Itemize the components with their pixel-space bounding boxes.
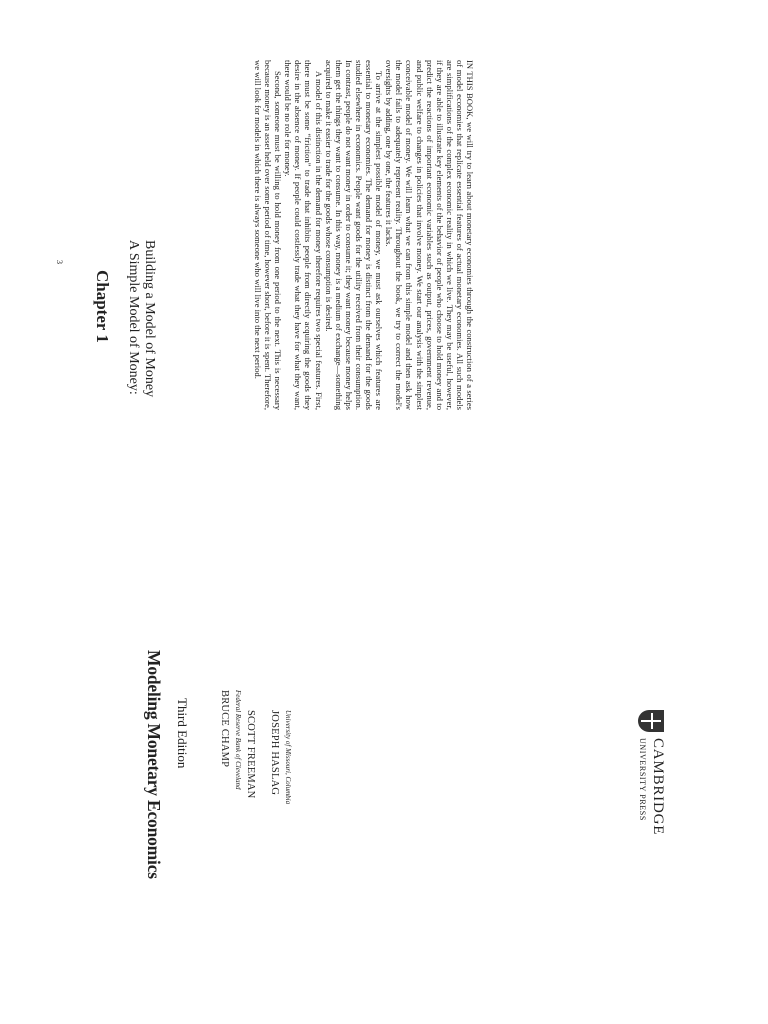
chapter-page bbox=[0, 60, 768, 490]
author-name: SCOTT FREEMAN bbox=[245, 710, 256, 799]
paragraph: A model of this distinction in the demand for money therefore requires two special features. First, there must be some “friction” to trade that inhibits people from directly acquiring the goods they desire in the absence of money. If people could costlessly trade what they have for what they want, there would be no role for money. bbox=[283, 60, 324, 410]
paragraph: Second, someone must be willing to hold money from one period to the next. This is necessary because money is an asset held over some period of time, however short, before it is spent. Therefore, we will look for models in which there is always someone who will live into the next period. bbox=[253, 60, 284, 410]
chapter-subtitle: A Simple Model of Money: bbox=[126, 240, 141, 395]
book-title: Modeling Monetary Economics bbox=[144, 650, 164, 879]
paragraph: IN THIS BOOK, we will try to learn about monetary economies through the construction of a series of model economies that replicate essential features of actual monetary economies. All such models are simplifications of the complex economic reality in which we live. They may be useful, however, if they are able to illustrate key elements of the behavior of people who choose to hold money and to predict the reactions of important economic variables such as output, prices, government revenue, and public welfare to changes in policies that involve money. We start our analysis with the simplest conceivable model of money. We will learn what we can from this simple model and then ask how the model fails to adequately represent reality. Throughout the book, we try to correct the model's oversights by adding, one by one, the features it lacks. bbox=[384, 60, 475, 410]
author-affiliation: Federal Reserve Bank of Cleveland bbox=[234, 690, 242, 790]
author-name: BRUCE CHAMP bbox=[219, 690, 230, 768]
chapter-body-text bbox=[253, 60, 475, 410]
author-affiliation: University of Missouri, Columbia bbox=[284, 710, 292, 805]
publisher-name: CAMBRIDGE bbox=[650, 738, 666, 836]
author-name: JOSEPH HASLAG bbox=[269, 710, 280, 796]
paragraph: To arrive at the simplest possible model of money, we must ask ourselves which features are essential to monetary economies. The demand for money is distinct from the demand for the goods studied elsewhere in economics. People want goods for the utility received from their consumption. In contrast, people do not want money in order to consume it; they want money because money helps them get the things they want to consume. In this way, money is a medium of exchange—something acquired to make it easier to trade for the goods whose consumption is desired. bbox=[323, 60, 385, 410]
shield-icon bbox=[638, 710, 664, 732]
chapter-section-title: Building a Model of Money bbox=[142, 240, 157, 398]
chapter-title: Chapter 1 bbox=[93, 270, 112, 343]
publisher-logo bbox=[630, 710, 670, 850]
publisher-subtitle: UNIVERSITY PRESS bbox=[638, 738, 647, 821]
edition-label: Third Edition bbox=[175, 698, 190, 769]
title-page bbox=[0, 650, 768, 1024]
page-number: 3 bbox=[55, 260, 64, 264]
